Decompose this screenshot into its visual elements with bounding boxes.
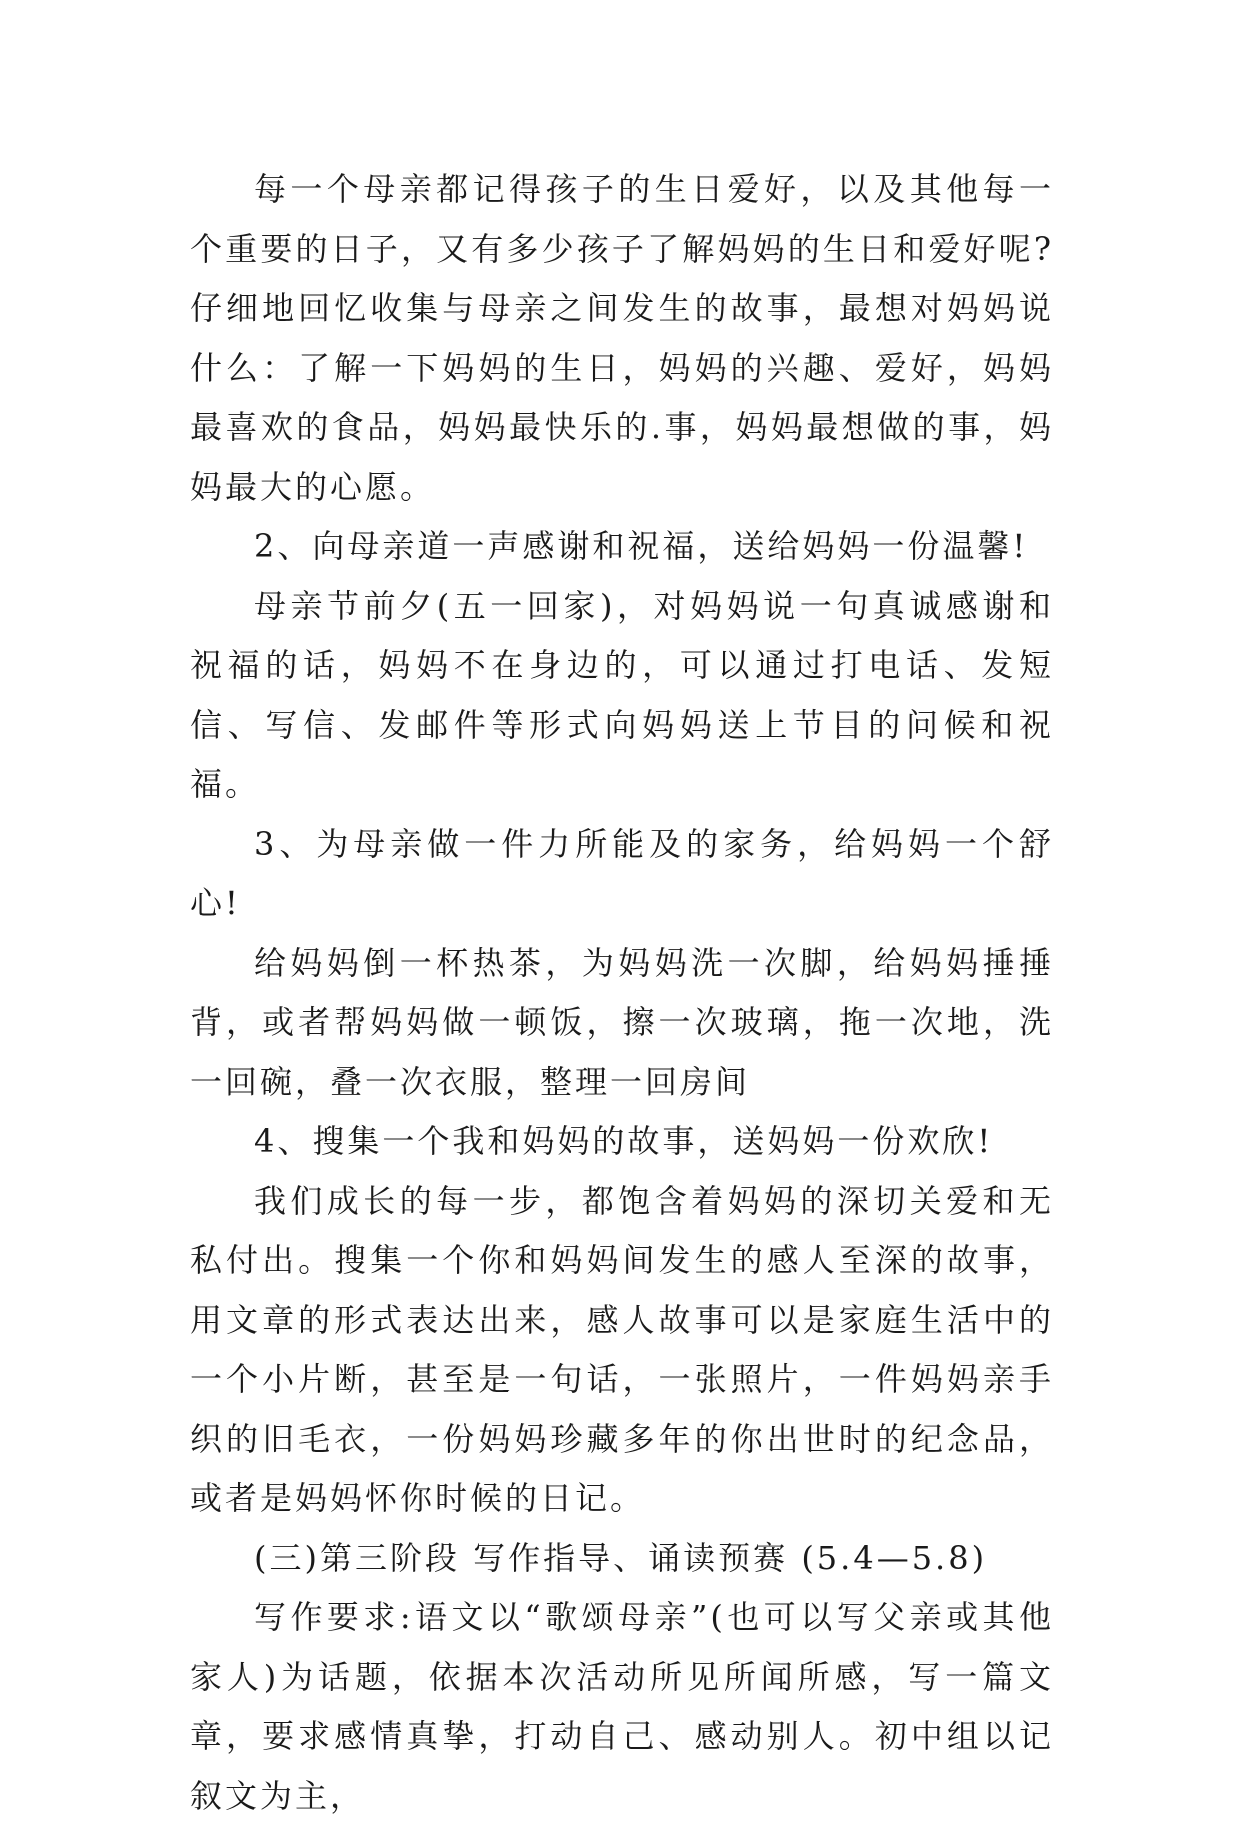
paragraph-heading-2: 2、向母亲道一声感谢和祝福，送给妈妈一份温馨! bbox=[254, 527, 1029, 565]
paragraph-story: 我们成长的每一步，都饱含着妈妈的深切关爱和无私付出。搜集一个你和妈妈间发生的感人至深的故事，用文章的形式表达出来，感人故事可以是家庭生活中的一个小片断，甚至是一句话，一张照片，一件妈妈亲手织的旧毛衣，一份妈妈珍藏多年的你出世时的纪念品，或者是妈妈怀你时候的日记。 bbox=[190, 1181, 1054, 1517]
paragraph-thanks-blessing: 母亲节前夕(五一回家)，对妈妈说一句真诚感谢和祝福的话，妈妈不在身边的，可以通过打电话、发短信、写信、发邮件等形式向妈妈送上节目的问候和祝福。 bbox=[190, 586, 1054, 803]
paragraph-birthday-hobbies: 每一个母亲都记得孩子的生日爱好，以及其他每一个重要的日子，又有多少孩子了解妈妈的生日和爱好呢?仔细地回忆收集与母亲之间发生的故事，最想对妈妈说什么：了解一下妈妈的生日，妈妈的兴趣、爱好，妈妈最喜欢的食品，妈妈最快乐的.事，妈妈最想做的事，妈妈最大的心愿。 bbox=[190, 170, 1054, 506]
paragraph-stage-three: (三)第三阶段 写作指导、诵读预赛 (5.4—5.8) bbox=[254, 1538, 988, 1577]
paragraph-writing-requirements: 写作要求:语文以“歌颂母亲”(也可以写父亲或其他家人)为话题，依据本次活动所见所闻所感，写一篇文章，要求感情真挚，打动自己、感动别人。初中组以记叙文为主， bbox=[190, 1598, 1054, 1815]
document-body bbox=[190, 160, 1054, 1826]
paragraph-housework: 给妈妈倒一杯热茶，为妈妈洗一次脚，给妈妈捶捶背，或者帮妈妈做一顿饭，擦一次玻璃，拖一次地，洗一回碗，叠一次衣服，整理一回房间 bbox=[190, 943, 1054, 1101]
paragraph-heading-4: 4、搜集一个我和妈妈的故事，送妈妈一份欢欣! bbox=[254, 1122, 994, 1160]
paragraph-heading-3: 3、为母亲做一件力所能及的家务，给妈妈一个舒心! bbox=[190, 824, 1054, 922]
